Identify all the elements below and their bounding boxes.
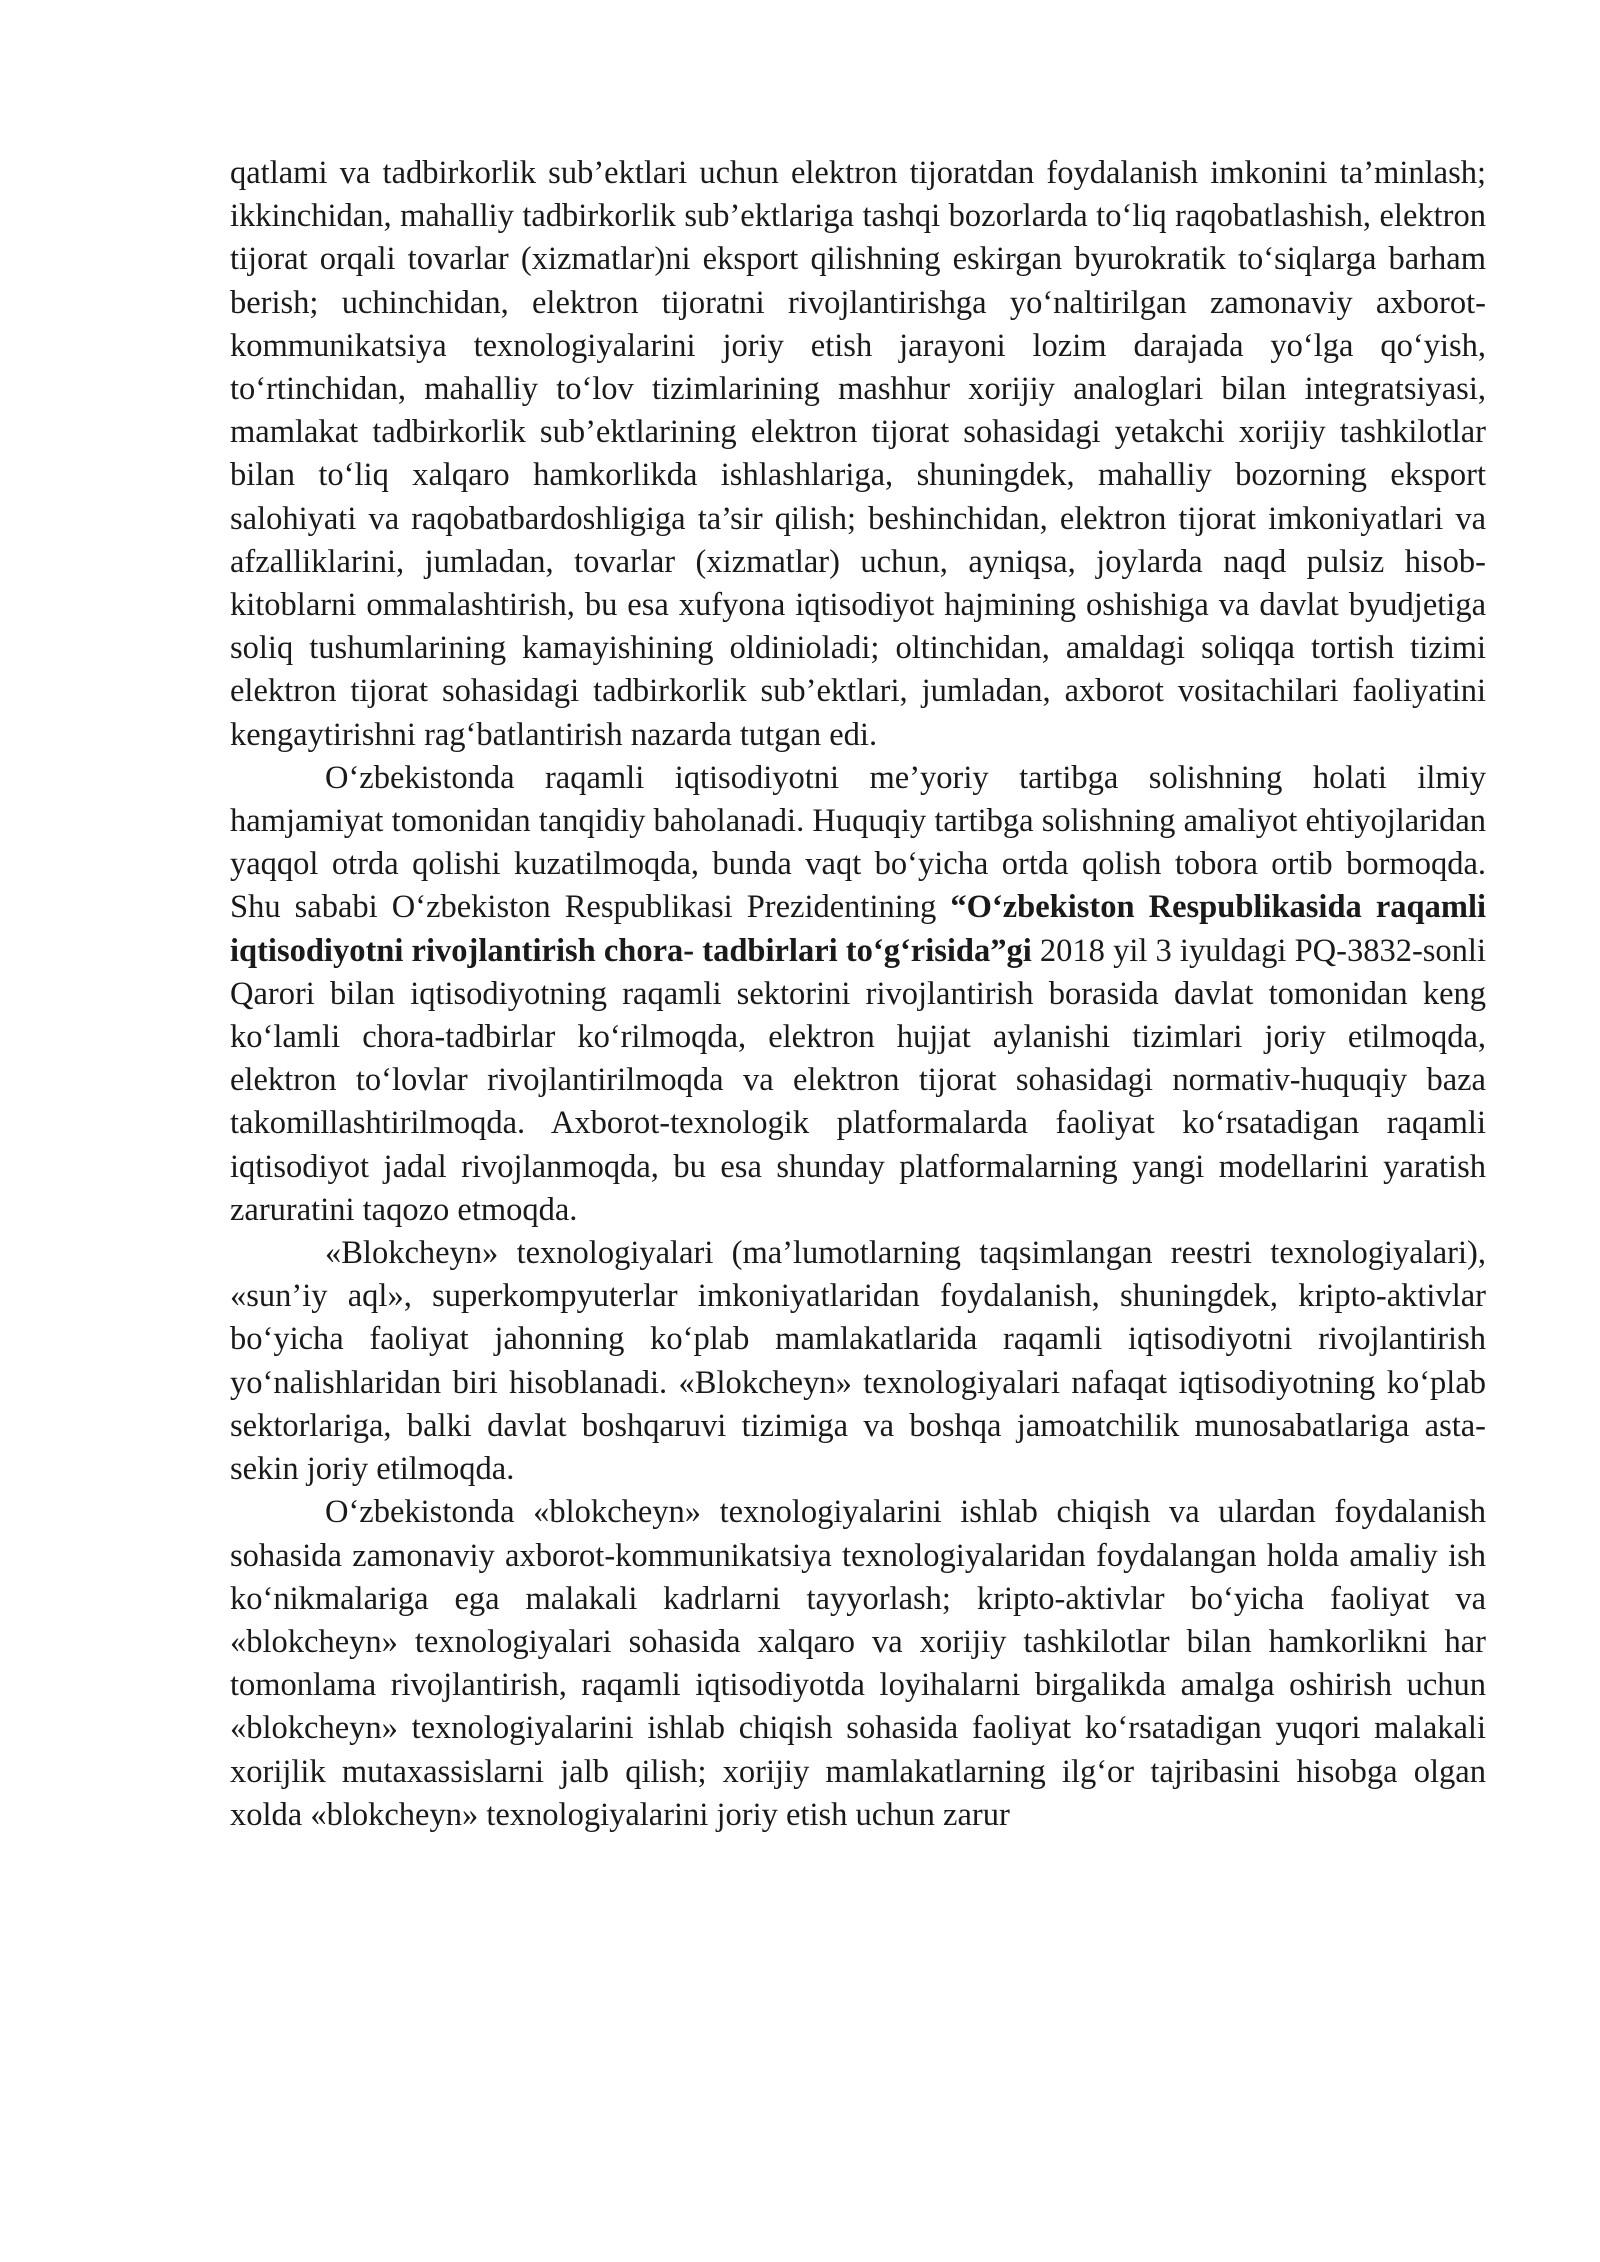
document-page xyxy=(230,152,1486,1837)
paragraph-blockchain-uzbekistan: O‘zbekistonda «blokcheyn» texnologiyalarini ishlab chiqish va ulardan foydalanish sohasida zamonaviy axborot-kommunikatsiya texnologiyalaridan foydalangan holda amaliy ish ko‘nikmalariga ega malakali kadrlarni tayyorlash; kripto-aktivlar bo‘yicha faoliyat va «blokcheyn» texnologiyalari sohasida xalqaro va xorijiy tashkilotlar bilan hamkorlikni har tomonlama rivojlantirish, raqamli iqtisodiyotda loyihalarni birgalikda amalga oshirish uchun «blokcheyn» texnologiyalarini ishlab chiqish sohasida faoliyat ko‘rsatadigan yuqori malakali xorijlik mutaxassislarni jalb qilish; xorijiy mamlakatlarning ilg‘or tajribasini hisobga olgan xolda «blokcheyn» texnologiyalarini joriy etish uchun zarur xyxy=(230,1494,1486,1833)
decree-title: “O‘zbekiston Respublikasida raqamli iqtisodiyotni rivojlantirish chora- tadbirlari to‘g‘risida”gi xyxy=(230,889,1487,969)
paragraph-text: O‘zbekistonda raqamli iqtisodiyotni me’yoriy tartibga solishning holati ilmiy hamjamiyat tomonidan tanqidiy baholanadi. Huquqiy tartibga solishning amaliyot ehtiyojlaridan yaqqol otrda qolishi kuzatilmoqda, bunda vaqt bo‘yicha ortda qolish tobora ortib bormoqda. Shu sababi O‘zbekiston Respublikasi Prezidentining xyxy=(230,759,1486,926)
paragraph-digital-economy-regulation xyxy=(230,757,1486,1232)
paragraph-continued: qatlami va tadbirkorlik sub’ektlari uchun elektron tijoratdan foydalanish imkonini ta’minlash; ikkinchidan, mahalliy tadbirkorlik sub’ektlariga tashqi bozorlarda to‘liq raqobatlashish, elektron tijorat orqali tovarlar (xizmatlar)ni eksport qilishning eskirgan byurokratik to‘siqlarga barham berish; uchinchidan, elektron tijoratni rivojlantirishga yo‘naltirilgan zamonaviy axborot-kommunikatsiya texnologiyalarini joriy etish jarayoni lozim darajada yo‘lga qo‘yish, to‘rtinchidan, mahalliy to‘lov tizimlarining mashhur xorijiy analoglari bilan integratsiyasi, mamlakat tadbirkorlik sub’ektlarining elektron tijorat sohasidagi yetakchi xorijiy tashkilotlar bilan to‘liq xalqaro hamkorlikda ishlashlariga, shuningdek, mahalliy bozorning eksport salohiyati va raqobatbardoshligiga ta’sir qilish; beshinchidan, elektron tijorat imkoniyatlari va afzalliklarini, jumladan, tovarlar (xizmatlar) uchun, ayniqsa, joylarda naqd pulsiz hisob-kitoblarni ommalashtirish, bu esa xufyona iqtisodiyot hajmining oshishiga va davlat byudjetiga soliq tushumlarining kamayishining oldinioladi; oltinchidan, amaldagi soliqqa tortish tizimi elektron tijorat sohasidagi tadbirkorlik sub’ektlari, jumladan, axborot vositachilari faoliyatini kengaytirishni rag‘batlantirish nazarda tutgan edi. xyxy=(230,155,1486,753)
paragraph-blockchain-technologies: «Blokcheyn» texnologiyalari (ma’lumotlarning taqsimlangan reestri texnologiyalari), «sun’iy aql», superkompyuterlar imkoniyatlaridan foydalanish, shuningdek, kripto-aktivlar bo‘yicha faoliyat jahonning ko‘plab mamlakatlarida raqamli iqtisodiyotni rivojlantirish yo‘nalishlaridan biri hisoblanadi. «Blokcheyn» texnologiyalari nafaqat iqtisodiyotning ko‘plab sektorlariga, balki davlat boshqaruvi tizimiga va boshqa jamoatchilik munosabatlariga asta-sekin joriy etilmoqda. xyxy=(230,1235,1486,1488)
paragraph-text: 2018 yil 3 iyuldagi PQ-3832-sonli Qarori bilan iqtisodiyotning raqamli sektorini rivojlantirish borasida davlat tomonidan keng ko‘lamli chora-tadbirlar ko‘rilmoqda, elektron hujjat aylanishi tizimlari joriy etilmoqda, elektron to‘lovlar rivojlantirilmoqda va elektron tijorat sohasidagi normativ-huquqiy baza takomillashtirilmoqda. Axborot-texnologik platformalarda faoliyat ko‘rsatadigan raqamli iqtisodiyot jadal rivojlanmoqda, bu esa shunday platformalarning yangi modellarini yaratish zaruratini taqozo etmoqda. xyxy=(230,932,1486,1228)
